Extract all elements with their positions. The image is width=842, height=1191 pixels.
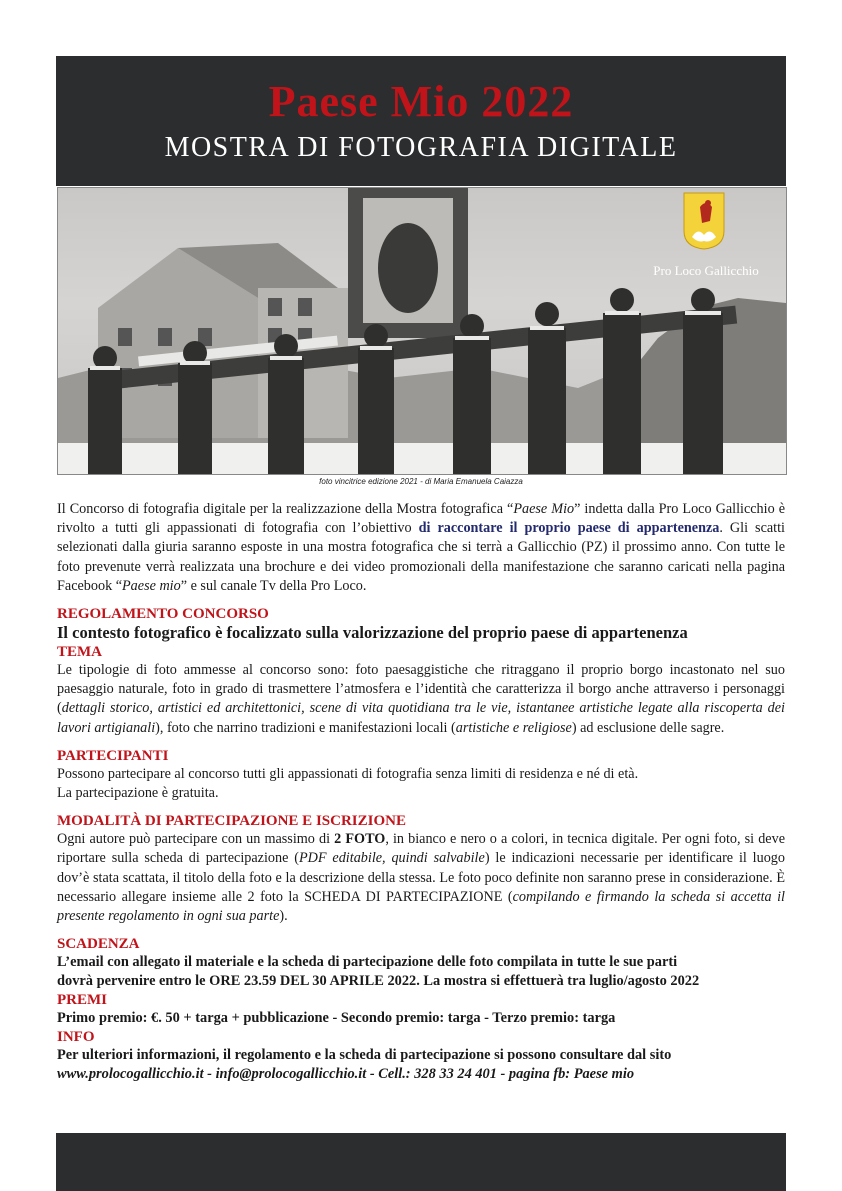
- premi-line: Primo premio: €. 50 + targa + pubblicazione - Secondo premio: targa - Terzo premio: targa: [57, 1010, 616, 1027]
- section-heading-tema: TEMA: [57, 644, 102, 661]
- info-contacts[interactable]: www.prolocogallicchio.it - info@prolocogallicchio.it - Cell.: 328 33 24 401 - pagina fb: Paese mio: [57, 1066, 635, 1083]
- modalita-paragraph: Ogni autore può partecipare con un massimo di 2 FOTO, in bianco e nero o a colori, in tecnica digitale. Per ogni foto, si deve riportare sulla scheda di partecipazione (PDF editabile, quindi salvabile) le indicazioni necessarie per identificare il luogo dov’è stata scattata, il titolo della foto e la descrizione della stessa. Le foto poco definite non saranno prese in considerazione. È necessario allegare insieme alle 2 foto la SCHEDA DI PARTECIPAZIONE (compilando e firmando la scheda si accetta il presente regolamento in ogni sua parte).: [57, 831, 785, 925]
- regolamento-lead: Il contesto fotografico è focalizzato sulla valorizzazione del proprio paese di appartenenza: [57, 623, 688, 643]
- tema-paragraph: Le tipologie di foto ammesse al concorso sono: foto paesaggistiche che ritraggano il proprio borgo incastonato nel suo paesaggio naturale, foto in grado di trasmettere l’atmosfera e l’identità che caratterizza il borgo anche attraverso i personaggi (dettagli storico, artistici ed architettonici, scene di vita quotidiana tra le vie, istantanee artistiche legate alla riscoperta dei lavori artigianali), foto che narrino tradizioni e manifestazioni locali (artistiche e religiose) ad esclusione delle sagre.: [57, 662, 785, 736]
- partecipanti-line-1: Possono partecipare al concorso tutti gli appassionati di fotografia senza limiti di residenza e né di età.: [57, 765, 639, 782]
- highlight-text: di raccontare il proprio paese di appartenenza: [418, 520, 720, 537]
- page-title: Paese Mio 2022: [268, 77, 574, 126]
- section-heading-info: INFO: [57, 1029, 95, 1046]
- logo-label: Pro Loco Gallicchio: [653, 263, 759, 278]
- scadenza-line-2: dovrà pervenire entro le ORE 23.59 DEL 30 APRILE 2022. La mostra si effettuerà tra luglio/agosto 2022: [57, 973, 700, 990]
- header-banner: [56, 56, 786, 186]
- info-line-1: Per ulteriori informazioni, il regolamento e la scheda di partecipazione si possono consultare dal sito: [57, 1047, 672, 1064]
- document-body: [57, 500, 785, 1084]
- section-heading-regolamento: REGOLAMENTO CONCORSO: [57, 606, 269, 623]
- page-subtitle: MOSTRA DI FOTOGRAFIA DIGITALE: [164, 132, 678, 163]
- photo-caption: foto vincitrice edizione 2021 - di Maria Emanuela Caiazza: [319, 477, 523, 486]
- section-heading-modalita: MODALITÀ DI PARTECIPAZIONE E ISCRIZIONE: [57, 813, 406, 830]
- scadenza-line-1: L’email con allegato il materiale e la scheda di partecipazione delle foto compilata in tutte le sue parti: [57, 954, 678, 971]
- photo-illustration: [58, 188, 786, 474]
- section-heading-scadenza: SCADENZA: [57, 936, 140, 953]
- footer-bar: [56, 1133, 786, 1191]
- pro-loco-crest-icon: [682, 191, 726, 251]
- section-heading-partecipanti: PARTECIPANTI: [57, 747, 169, 764]
- partecipanti-line-2: La partecipazione è gratuita.: [57, 785, 219, 802]
- winning-photo: [57, 187, 787, 475]
- intro-paragraph: Il Concorso di fotografia digitale per la realizzazione della Mostra fotografica “Paese Mio” indetta dalla Pro Loco Gallicchio è rivolto a tutti gli appassionati di fotografia con l’obiettivo di raccontare il proprio paese di appartenenza. Gli scatti selezionati dalla giuria saranno esposte in una mostra fotografica che si terrà a Gallicchio (PZ) il prossimo anno. Con tutte le foto prevenute verrà realizzata una brochure e dei video promozionali della manifestazione che saranno caricati nella pagina Facebook “Paese mio” e sul canale Tv della Pro Loco.: [57, 501, 785, 594]
- section-heading-premi: PREMI: [57, 992, 107, 1009]
